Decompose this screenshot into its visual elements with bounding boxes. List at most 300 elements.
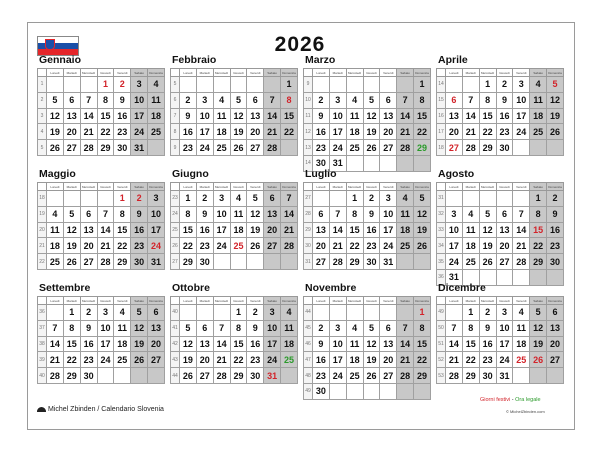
day-cell: 12	[131, 320, 148, 336]
week-number: 22	[38, 254, 47, 270]
day-cell: 1	[114, 191, 131, 207]
week-number: 2	[38, 92, 47, 108]
legend-separator: -	[510, 397, 516, 403]
day-cell: 25	[47, 254, 64, 270]
day-cell: 6	[63, 92, 80, 108]
day-cell: 13	[380, 336, 397, 352]
week-number-header	[304, 183, 313, 191]
weekday-header: Domenica	[415, 298, 429, 303]
weekday-header: Domenica	[415, 184, 429, 189]
month-grid	[170, 296, 298, 384]
day-cell: 7	[513, 206, 530, 222]
day-cell: 12	[414, 206, 431, 222]
day-cell: 25	[462, 254, 479, 270]
day-cell: 22	[180, 238, 197, 254]
day-cell: 16	[363, 222, 380, 238]
empty-cell	[346, 155, 363, 171]
day-cell: 3	[196, 92, 213, 108]
day-cell: 29	[180, 254, 197, 270]
week-row	[304, 92, 431, 108]
day-cell: 22	[281, 124, 298, 140]
day-cell: 6	[247, 92, 264, 108]
day-cell: 22	[414, 124, 431, 140]
weekday-header: Giovedì	[496, 183, 513, 191]
day-cell: 20	[247, 124, 264, 140]
week-number: 37	[38, 320, 47, 336]
weekday-header: Mercoledì	[215, 298, 229, 303]
weekday-header: Lunedì	[446, 69, 463, 77]
empty-cell	[547, 269, 564, 285]
weekday-header: Giovedì	[363, 69, 380, 77]
day-cell: 18	[213, 124, 230, 140]
weekday-header: Lunedì	[446, 297, 463, 305]
day-cell: 16	[313, 124, 330, 140]
weekday-header: Martedì	[63, 183, 80, 191]
day-cell: 28	[97, 254, 114, 270]
day-cell: 7	[397, 92, 414, 108]
weekday-header: Mercoledì	[215, 70, 229, 75]
day-cell: 1	[180, 191, 197, 207]
day-cell: 7	[446, 320, 463, 336]
week-number: 40	[171, 305, 180, 321]
day-cell: 1	[97, 77, 114, 93]
day-cell: 9	[313, 336, 330, 352]
day-cell: 20	[547, 336, 564, 352]
day-cell: 19	[363, 352, 380, 368]
weekday-header: Sabato	[530, 183, 547, 191]
weekday-header: Lunedì	[47, 183, 64, 191]
week-row	[38, 305, 165, 321]
month-grid	[436, 68, 564, 156]
day-cell: 17	[213, 222, 230, 238]
calendar-year: 2026	[274, 33, 326, 56]
day-cell: 25	[281, 352, 298, 368]
weekday-header: Giovedì	[97, 183, 114, 191]
week-number: 12	[304, 124, 313, 140]
weekday-header: Martedì	[462, 69, 479, 77]
week-number: 5	[171, 77, 180, 93]
day-cell: 7	[213, 320, 230, 336]
weekday-header: Venerdì	[380, 69, 397, 77]
day-cell: 4	[513, 305, 530, 321]
day-cell: 14	[397, 336, 414, 352]
day-cell: 23	[479, 352, 496, 368]
day-cell: 1	[479, 77, 496, 93]
day-cell: 12	[247, 206, 264, 222]
week-row	[38, 336, 165, 352]
day-cell: 21	[397, 352, 414, 368]
day-cell: 24	[196, 140, 213, 156]
week-row	[304, 383, 431, 399]
weekday-header: Venerdì	[247, 297, 264, 305]
day-cell: 14	[264, 108, 281, 124]
day-cell: 26	[363, 368, 380, 384]
day-cell: 2	[114, 77, 131, 93]
week-number: 41	[171, 320, 180, 336]
day-cell: 15	[281, 108, 298, 124]
weekday-header: Sabato	[397, 183, 414, 191]
day-cell: 16	[496, 108, 513, 124]
day-cell: 17	[513, 108, 530, 124]
week-number: 30	[304, 238, 313, 254]
week-number: 43	[171, 352, 180, 368]
empty-cell	[397, 155, 414, 171]
day-cell: 17	[380, 222, 397, 238]
day-cell: 10	[131, 92, 148, 108]
week-row	[304, 238, 431, 254]
day-cell: 16	[547, 222, 564, 238]
day-cell: 29	[414, 140, 431, 156]
day-cell: 12	[479, 222, 496, 238]
weekday-header: Domenica	[282, 298, 296, 303]
weekday-header: Lunedì	[47, 69, 64, 77]
day-cell: 18	[47, 238, 64, 254]
week-row	[304, 108, 431, 124]
day-cell: 14	[329, 222, 346, 238]
day-cell: 14	[80, 108, 97, 124]
day-cell: 13	[80, 222, 97, 238]
day-cell: 5	[63, 206, 80, 222]
day-cell: 8	[230, 320, 247, 336]
week-number: 17	[437, 124, 446, 140]
empty-cell	[264, 254, 281, 270]
empty-cell	[47, 305, 64, 321]
empty-cell	[530, 140, 547, 156]
legend-holidays: Giorni festivi	[480, 397, 511, 403]
week-row	[38, 92, 165, 108]
day-cell: 3	[148, 191, 165, 207]
weekday-header: Sabato	[131, 183, 148, 191]
day-cell: 21	[281, 222, 298, 238]
week-number: 18	[38, 191, 47, 207]
day-cell: 10	[196, 108, 213, 124]
day-cell: 16	[131, 222, 148, 238]
day-cell: 9	[363, 206, 380, 222]
day-cell: 26	[131, 352, 148, 368]
month-grid	[303, 68, 431, 172]
day-cell: 25	[114, 352, 131, 368]
day-cell: 17	[329, 352, 346, 368]
day-cell: 20	[196, 352, 213, 368]
day-cell: 8	[180, 206, 197, 222]
week-number: 7	[171, 108, 180, 124]
week-number: 6	[171, 92, 180, 108]
weekday-header: Lunedì	[446, 183, 463, 191]
weekday-header: Domenica	[282, 184, 296, 189]
day-cell: 31	[329, 155, 346, 171]
weekday-header: Martedì	[329, 69, 346, 77]
week-row	[437, 320, 564, 336]
week-row	[171, 320, 298, 336]
month-name: Marzo	[305, 54, 336, 66]
empty-cell	[329, 191, 346, 207]
week-row	[171, 222, 298, 238]
day-cell: 26	[63, 254, 80, 270]
day-cell: 19	[363, 124, 380, 140]
weekday-header: Venerdì	[114, 69, 131, 77]
day-cell: 15	[414, 336, 431, 352]
day-cell: 2	[363, 191, 380, 207]
day-cell: 6	[148, 305, 165, 321]
week-number: 8	[171, 124, 180, 140]
week-number-header	[171, 69, 180, 77]
day-cell: 2	[131, 191, 148, 207]
day-cell: 13	[380, 108, 397, 124]
day-cell: 7	[329, 206, 346, 222]
day-cell: 11	[346, 108, 363, 124]
day-cell: 25	[148, 124, 165, 140]
week-row	[38, 191, 165, 207]
day-cell: 24	[148, 238, 165, 254]
day-cell: 11	[230, 206, 247, 222]
day-cell: 22	[230, 352, 247, 368]
day-cell: 17	[131, 108, 148, 124]
day-cell: 14	[47, 336, 64, 352]
empty-cell	[63, 77, 80, 93]
month-name: Gennaio	[39, 54, 82, 66]
day-cell: 11	[397, 206, 414, 222]
empty-cell	[363, 305, 380, 321]
day-cell: 10	[496, 320, 513, 336]
empty-cell	[213, 254, 230, 270]
day-cell: 29	[462, 368, 479, 384]
day-cell: 13	[313, 222, 330, 238]
week-row	[437, 191, 564, 207]
week-number: 21	[38, 238, 47, 254]
day-cell: 20	[80, 238, 97, 254]
weekday-header: Sabato	[264, 297, 281, 305]
day-cell: 9	[80, 320, 97, 336]
week-number-header	[304, 297, 313, 305]
empty-cell	[397, 383, 414, 399]
empty-cell	[196, 77, 213, 93]
week-number-header	[38, 183, 47, 191]
week-row	[304, 140, 431, 156]
week-number: 13	[304, 140, 313, 156]
day-cell: 28	[213, 368, 230, 384]
empty-cell	[281, 140, 298, 156]
week-row	[437, 305, 564, 321]
day-cell: 11	[213, 108, 230, 124]
day-cell: 21	[513, 238, 530, 254]
day-cell: 14	[213, 336, 230, 352]
month-name: Luglio	[305, 168, 337, 180]
weekday-header: Lunedì	[313, 183, 330, 191]
day-cell: 18	[513, 336, 530, 352]
month-grid	[37, 296, 165, 384]
weekday-header: Sabato	[131, 297, 148, 305]
week-number: 51	[437, 336, 446, 352]
month-grid	[303, 296, 431, 400]
weekday-header: Giovedì	[97, 69, 114, 77]
day-cell: 26	[363, 140, 380, 156]
empty-cell	[446, 305, 463, 321]
week-row	[38, 352, 165, 368]
day-cell: 24	[264, 352, 281, 368]
empty-cell	[479, 191, 496, 207]
empty-cell	[230, 77, 247, 93]
week-number: 44	[304, 305, 313, 321]
week-row	[38, 77, 165, 93]
day-cell: 2	[80, 305, 97, 321]
day-cell: 27	[148, 352, 165, 368]
weekday-header: Venerdì	[513, 69, 530, 77]
day-cell: 8	[346, 206, 363, 222]
day-cell: 10	[213, 206, 230, 222]
empty-cell	[513, 269, 530, 285]
week-number-header	[38, 69, 47, 77]
day-cell: 24	[446, 254, 463, 270]
day-cell: 19	[479, 238, 496, 254]
week-number: 24	[171, 206, 180, 222]
week-number: 33	[437, 222, 446, 238]
day-cell: 23	[114, 124, 131, 140]
week-number: 27	[171, 254, 180, 270]
weekday-header: Lunedì	[180, 183, 197, 191]
day-cell: 1	[346, 191, 363, 207]
day-cell: 12	[180, 336, 197, 352]
day-cell: 29	[414, 368, 431, 384]
weekday-header: Domenica	[548, 298, 562, 303]
day-cell: 28	[281, 238, 298, 254]
week-row	[38, 238, 165, 254]
day-cell: 29	[530, 254, 547, 270]
day-cell: 4	[346, 320, 363, 336]
day-cell: 29	[230, 368, 247, 384]
day-cell: 23	[363, 238, 380, 254]
week-number: 29	[304, 222, 313, 238]
day-cell: 29	[479, 140, 496, 156]
day-cell: 3	[131, 77, 148, 93]
weekday-header: Giovedì	[97, 297, 114, 305]
day-cell: 5	[47, 92, 64, 108]
empty-cell	[547, 140, 564, 156]
week-row	[38, 222, 165, 238]
day-cell: 29	[97, 140, 114, 156]
week-number: 49	[437, 305, 446, 321]
day-cell: 7	[47, 320, 64, 336]
empty-cell	[230, 254, 247, 270]
day-cell: 2	[313, 92, 330, 108]
day-cell: 6	[380, 320, 397, 336]
day-cell: 7	[462, 92, 479, 108]
week-number-header	[437, 297, 446, 305]
day-cell: 6	[196, 320, 213, 336]
month-grid	[170, 68, 298, 156]
day-cell: 12	[530, 320, 547, 336]
day-cell: 6	[264, 191, 281, 207]
week-number: 27	[304, 191, 313, 207]
day-cell: 27	[380, 368, 397, 384]
day-cell: 15	[114, 222, 131, 238]
weekday-header: Venerdì	[114, 183, 131, 191]
day-cell: 15	[479, 108, 496, 124]
day-cell: 11	[346, 336, 363, 352]
empty-cell	[462, 191, 479, 207]
weekday-header: Mercoledì	[215, 184, 229, 189]
week-row	[304, 320, 431, 336]
empty-cell	[313, 77, 330, 93]
week-number: 38	[38, 336, 47, 352]
week-row	[437, 124, 564, 140]
day-cell: 1	[462, 305, 479, 321]
week-number: 14	[304, 155, 313, 171]
day-cell: 19	[547, 108, 564, 124]
week-row	[437, 352, 564, 368]
empty-cell	[180, 77, 197, 93]
day-cell: 4	[148, 77, 165, 93]
day-cell: 24	[329, 368, 346, 384]
day-cell: 2	[247, 305, 264, 321]
month-grid	[303, 182, 431, 270]
day-cell: 6	[547, 305, 564, 321]
day-cell: 21	[97, 238, 114, 254]
weekday-header: Sabato	[530, 69, 547, 77]
day-cell: 27	[313, 254, 330, 270]
week-number: 36	[437, 269, 446, 285]
day-cell: 11	[148, 92, 165, 108]
day-cell: 16	[196, 222, 213, 238]
day-cell: 20	[496, 238, 513, 254]
day-cell: 6	[380, 92, 397, 108]
week-number-header	[171, 183, 180, 191]
day-cell: 2	[313, 320, 330, 336]
day-cell: 6	[496, 206, 513, 222]
day-cell: 30	[114, 140, 131, 156]
day-cell: 16	[247, 336, 264, 352]
day-cell: 27	[496, 254, 513, 270]
day-cell: 31	[496, 368, 513, 384]
day-cell: 9	[114, 92, 131, 108]
empty-cell	[80, 191, 97, 207]
day-cell: 22	[462, 352, 479, 368]
day-cell: 19	[47, 124, 64, 140]
day-cell: 1	[281, 77, 298, 93]
day-cell: 4	[462, 206, 479, 222]
day-cell: 11	[114, 320, 131, 336]
empty-cell	[446, 77, 463, 93]
weekday-header: Sabato	[397, 69, 414, 77]
day-cell: 2	[196, 191, 213, 207]
week-row	[304, 368, 431, 384]
week-row	[304, 222, 431, 238]
weekday-header: Venerdì	[380, 183, 397, 191]
day-cell: 27	[63, 140, 80, 156]
weekday-header: Martedì	[63, 69, 80, 77]
day-cell: 9	[496, 92, 513, 108]
day-cell: 29	[114, 254, 131, 270]
day-cell: 14	[462, 108, 479, 124]
empty-cell	[530, 269, 547, 285]
empty-cell	[414, 254, 431, 270]
day-cell: 10	[513, 92, 530, 108]
day-cell: 24	[380, 238, 397, 254]
day-cell: 8	[63, 320, 80, 336]
day-cell: 27	[196, 368, 213, 384]
day-cell: 4	[346, 92, 363, 108]
empty-cell	[114, 368, 131, 384]
week-row	[304, 206, 431, 222]
empty-cell	[131, 368, 148, 384]
day-cell: 13	[264, 206, 281, 222]
day-cell: 15	[530, 222, 547, 238]
day-cell: 24	[213, 238, 230, 254]
week-row	[437, 77, 564, 93]
empty-cell	[462, 77, 479, 93]
empty-cell	[414, 383, 431, 399]
week-row	[304, 336, 431, 352]
day-cell: 16	[114, 108, 131, 124]
